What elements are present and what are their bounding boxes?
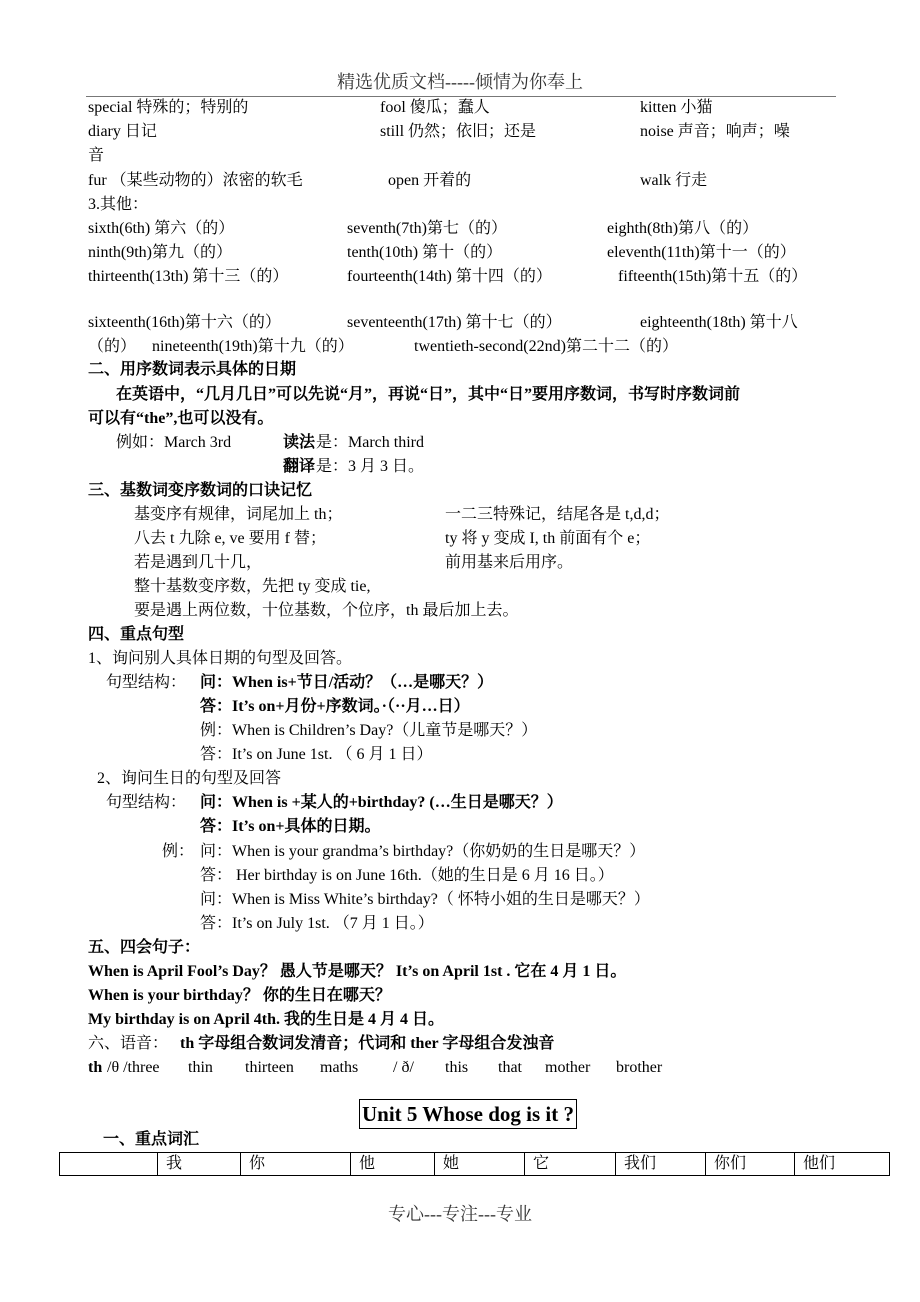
rhyme-line: 要是遇上两位数，十位基数，个位序，th 最后加上去。 xyxy=(134,602,519,619)
pattern-answer: 答：It’s on+具体的日期。 xyxy=(200,818,381,835)
page-header: 精选优质文档-----倾情为你奉上 xyxy=(337,72,583,92)
example-label: 例： xyxy=(162,843,195,860)
table-cell: 你们 xyxy=(706,1153,795,1176)
section-title: 二、用序数词表示具体的日期 xyxy=(88,361,297,378)
unit-title: Unit 5 Whose dog is it ? xyxy=(359,1099,577,1129)
section-title: 四、重点句型 xyxy=(88,626,185,643)
pronoun-table xyxy=(59,1152,890,1176)
vocab-cell: diary 日记 xyxy=(88,123,157,140)
phonics-word: mother xyxy=(545,1059,591,1076)
ordinal-cell: fifteenth(15th)第十五（的） xyxy=(618,268,808,285)
vocab-cell: special 特殊的；特别的 xyxy=(88,99,249,116)
phonics-word: / ð/ xyxy=(393,1059,414,1076)
table-cell xyxy=(60,1153,158,1176)
ordinal-cell: （的） xyxy=(88,338,137,355)
ordinal-cell: eighteenth(18th) 第十八 xyxy=(640,314,798,331)
ordinal-cell: tenth(10th) 第十（的） xyxy=(347,244,503,261)
structure-label: 句型结构： xyxy=(106,794,187,811)
section-title: 三、基数词变序数词的口诀记忆 xyxy=(88,482,313,499)
vocab-cell: fool 傻瓜；蠢人 xyxy=(380,99,490,116)
pattern-question: 问：When is+节日/活动？（…是哪天？） xyxy=(200,674,494,691)
ordinal-cell: eighth(8th)第八（的） xyxy=(607,220,759,237)
rhyme-line: 若是遇到几十几， xyxy=(134,554,263,571)
pattern-answer: 答：It’s on+月份+序数词。·（··月…日） xyxy=(200,698,470,715)
read-value: 是：March third xyxy=(316,434,424,451)
vocab-cell: open 开着的 xyxy=(388,172,472,189)
ordinal-cell: sixth(6th) 第六（的） xyxy=(88,220,235,237)
ordinal-cell: seventeenth(17th) 第十七（的） xyxy=(347,314,562,331)
section-title: 五、四会句子： xyxy=(88,939,201,956)
phonics-word: maths xyxy=(320,1059,359,1076)
vocab-cell: noise 声音；响声；噪 xyxy=(640,123,790,140)
phonics-word: that xyxy=(498,1059,522,1076)
phonics-word: /θ /three xyxy=(107,1059,160,1076)
ordinal-cell: seventh(7th)第七（的） xyxy=(347,220,507,237)
ordinal-cell: twentieth-second(22nd)第二十二（的） xyxy=(414,338,678,355)
phonics-word: thirteen xyxy=(245,1059,294,1076)
pattern-title: 1、询问别人具体日期的句型及回答。 xyxy=(88,650,353,667)
header-divider xyxy=(86,96,836,97)
phonics-label: th xyxy=(88,1059,103,1076)
sentence-line: When is April Fool’s Day？ 愚人节是哪天？ It’s on April 1st . 它在 4 月 1 日。 xyxy=(88,963,627,980)
table-row xyxy=(60,1153,890,1176)
table-cell: 他们 xyxy=(795,1153,890,1176)
unit-subheading: 一、重点词汇 xyxy=(103,1131,200,1148)
vocab-cell: walk 行走 xyxy=(640,172,708,189)
ordinal-cell: thirteenth(13th) 第十三（的） xyxy=(88,268,289,285)
example-line: 例：When is Children’s Day?（儿童节是哪天？） xyxy=(200,722,538,739)
ordinal-cell: ninth(9th)第九（的） xyxy=(88,244,232,261)
vocab-cell: fur （某些动物的）浓密的软毛 xyxy=(88,172,303,189)
table-cell: 她 xyxy=(435,1153,525,1176)
table-cell: 你 xyxy=(241,1153,351,1176)
example-line: 答：It’s on July 1st. （7 月 1 日。） xyxy=(200,915,434,932)
example-label: 例如：March 3rd xyxy=(116,434,232,451)
example-line: 问：When is Miss White’s birthday?（ 怀特小姐的生日是哪天？） xyxy=(200,891,650,908)
page-footer: 专心---专注---专业 xyxy=(388,1204,532,1224)
others-title: 3.其他： xyxy=(88,196,149,213)
pattern-title: 2、询问生日的句型及回答 xyxy=(97,770,282,787)
translate-value: 是：3 月 3 日。 xyxy=(316,458,425,475)
read-label: 读法 xyxy=(283,434,316,451)
pattern-question: 问：When is +某人的+birthday? (…生日是哪天？） xyxy=(200,794,563,811)
section-title-prefix: 六、语音： xyxy=(88,1035,169,1052)
sentence-line: When is your birthday？ 你的生日在哪天？ xyxy=(88,987,391,1004)
ordinal-cell: nineteenth(19th)第十九（的） xyxy=(152,338,354,355)
rhyme-line: 八去 t 九除 e, ve 要用 f 替； xyxy=(134,530,326,547)
phonics-word: this xyxy=(445,1059,469,1076)
phonics-word: brother xyxy=(616,1059,663,1076)
rhyme-line: 前用基来后用序。 xyxy=(445,554,574,571)
vocab-cell: still 仍然；依旧；还是 xyxy=(380,123,537,140)
table-cell: 它 xyxy=(525,1153,616,1176)
example-line: 问：When is your grandma’s birthday?（你奶奶的生日是哪天？） xyxy=(200,843,646,860)
rhyme-line: ty 将 y 变成 I, th 前面有个 e； xyxy=(445,530,651,547)
vocab-cell: kitten 小猫 xyxy=(640,99,713,116)
table-cell: 我 xyxy=(158,1153,241,1176)
table-cell: 他 xyxy=(351,1153,435,1176)
sentence-line: My birthday is on April 4th. 我的生日是 4 月 4 日。 xyxy=(88,1011,445,1028)
translate-label: 翻译 xyxy=(283,458,316,475)
rhyme-line: 整十基数变序数，先把 ty 变成 tie, xyxy=(134,578,371,595)
example-line: 答： Her birthday is on June 16th.（她的生日是 6 月 16 日。） xyxy=(200,867,614,884)
structure-label: 句型结构： xyxy=(106,674,187,691)
section-title: th 字母组合数词发清音；代词和 ther 字母组合发浊音 xyxy=(180,1035,555,1052)
phonics-word: thin xyxy=(188,1059,213,1076)
rhyme-line: 一二三特殊记，结尾各是 t,d,d； xyxy=(445,506,670,523)
rhyme-line: 基变序有规律，词尾加上 th； xyxy=(134,506,343,523)
vocab-wrap: 音 xyxy=(88,147,105,164)
ordinal-cell: fourteenth(14th) 第十四（的） xyxy=(347,268,552,285)
paragraph: 可以有“the”,也可以没有。 xyxy=(88,410,274,427)
ordinal-cell: sixteenth(16th)第十六（的） xyxy=(88,314,281,331)
table-cell: 我们 xyxy=(616,1153,706,1176)
example-line: 答：It’s on June 1st. （ 6 月 1 日） xyxy=(200,746,433,763)
ordinal-cell: eleventh(11th)第十一（的） xyxy=(607,244,796,261)
paragraph: 在英语中，“几月几日”可以先说“月”，再说“日”，其中“日”要用序数词，书写时序数词前 xyxy=(116,386,741,403)
